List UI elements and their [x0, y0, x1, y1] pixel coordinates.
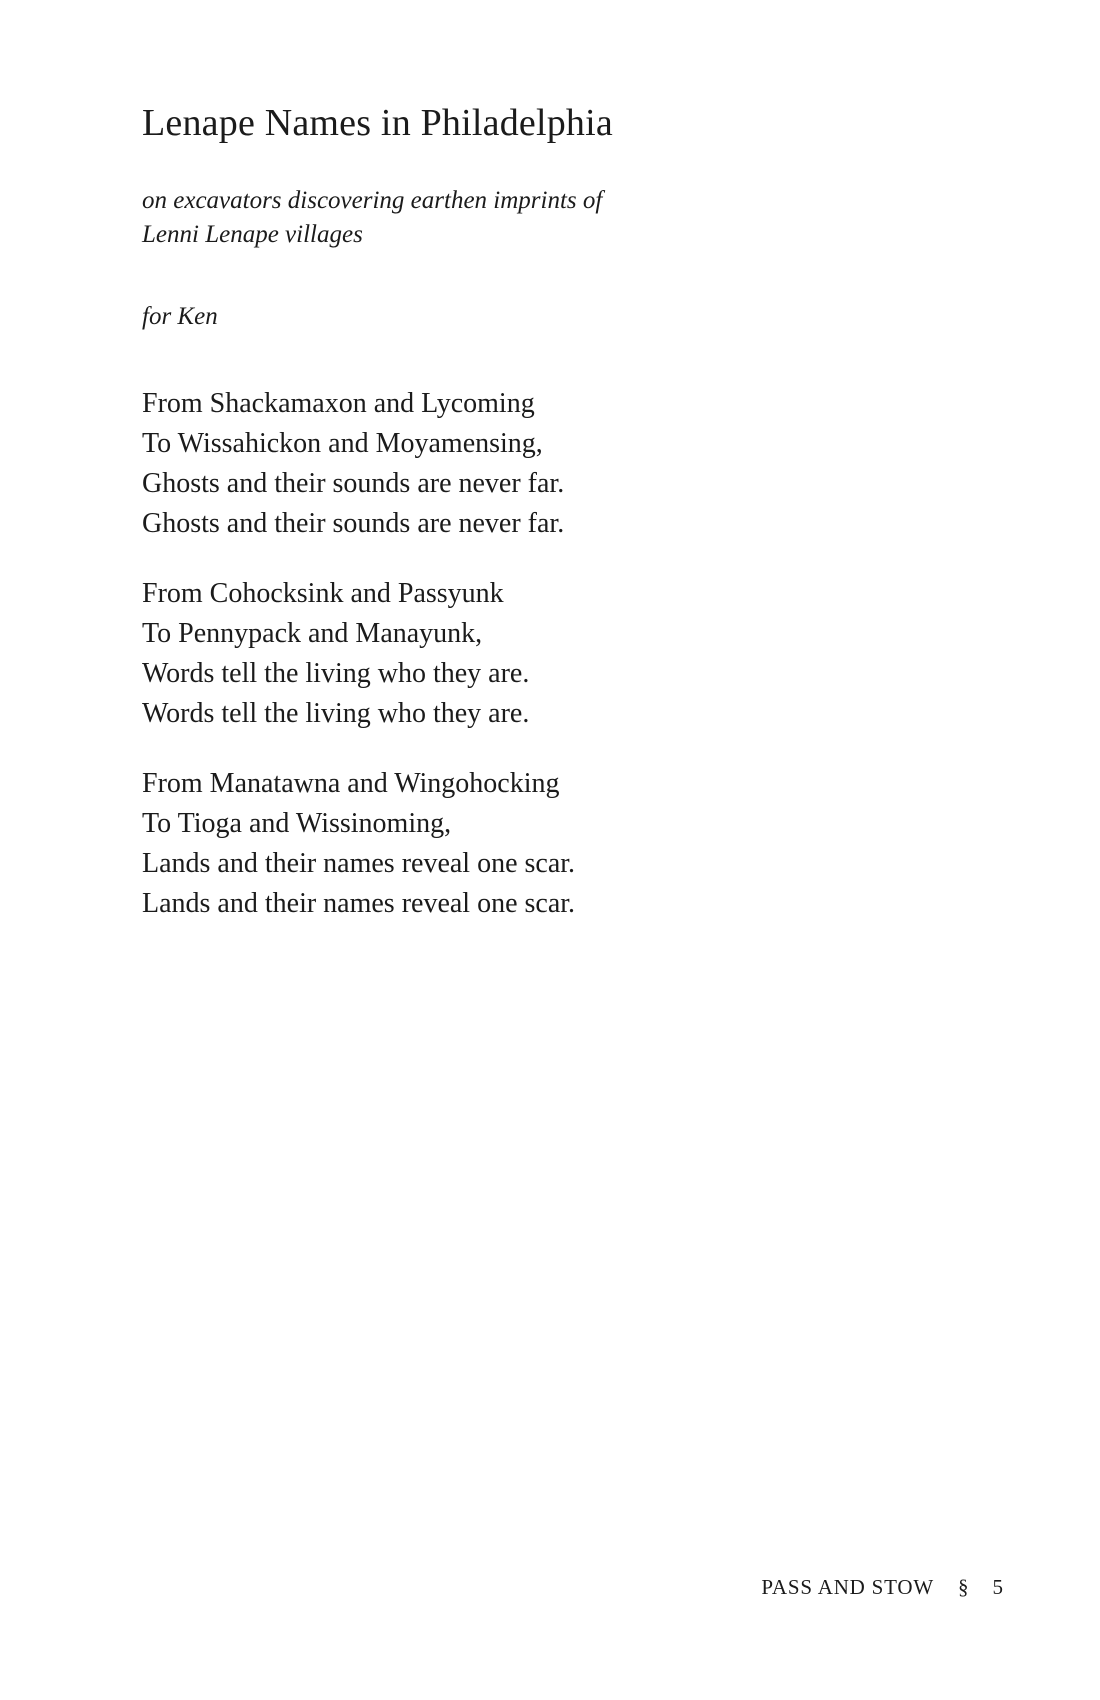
dedication: for Ken: [142, 303, 218, 330]
poem-line: From Shackamaxon and Lycoming: [142, 388, 535, 419]
stanza: [142, 384, 742, 544]
running-head: PASS AND STOW: [761, 1575, 934, 1599]
poem-title: Lenape Names in Philadelphia: [142, 102, 613, 144]
poem-line: To Tioga and Wissinoming,: [142, 808, 452, 839]
poem-line: Ghosts and their sounds are never far.: [142, 508, 565, 539]
section-mark: §: [958, 1575, 969, 1599]
poem-line: Words tell the living who they are.: [142, 698, 530, 729]
poem-line: From Manatawna and Wingohocking: [142, 768, 560, 799]
poem-body: [142, 384, 742, 924]
page-footer: [761, 1574, 1003, 1600]
poem-line: From Cohocksink and Passyunk: [142, 578, 504, 609]
stanza: [142, 574, 742, 734]
poem-line: To Pennypack and Manayunk,: [142, 618, 483, 649]
epigraph: [142, 184, 742, 252]
poem-line: Words tell the living who they are.: [142, 658, 530, 689]
epigraph-line: on excavators discovering earthen imprints of: [142, 187, 603, 214]
page-number: 5: [992, 1575, 1003, 1599]
poem-line: Lands and their names reveal one scar.: [142, 888, 576, 919]
poem-line: To Wissahickon and Moyamensing,: [142, 428, 543, 459]
poem-content: [142, 100, 742, 954]
stanza: [142, 764, 742, 924]
epigraph-line: Lenni Lenape villages: [142, 221, 363, 248]
poem-line: Ghosts and their sounds are never far.: [142, 468, 565, 499]
poem-line: Lands and their names reveal one scar.: [142, 848, 576, 879]
